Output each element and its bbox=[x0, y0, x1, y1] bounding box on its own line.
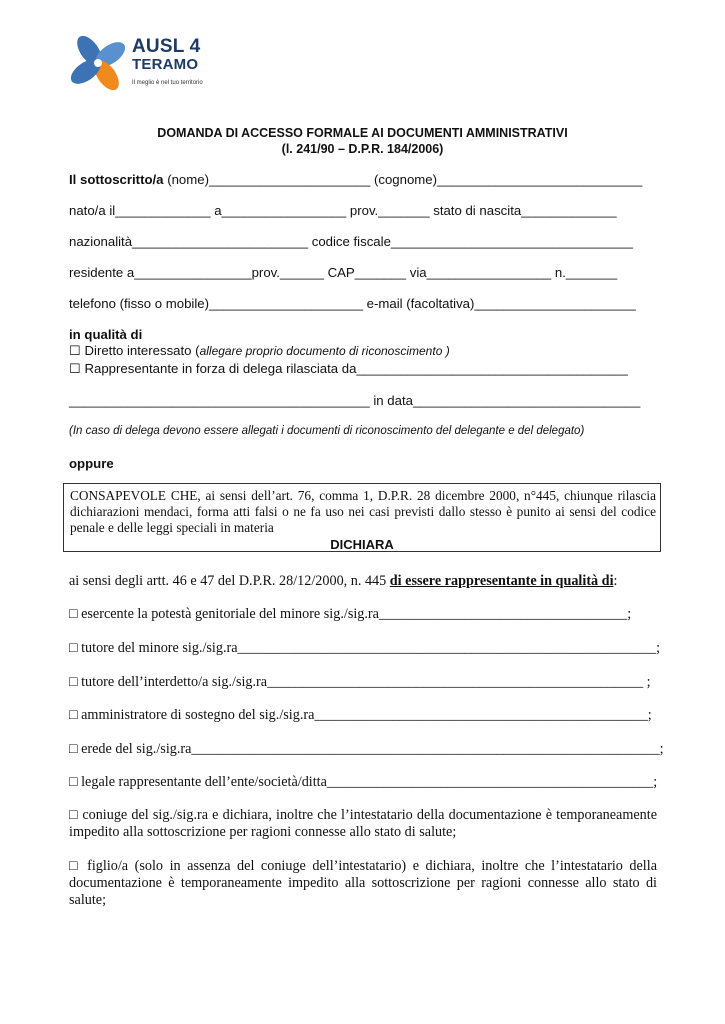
checkbox-option-potesta[interactable]: □ esercente la potestà genitoriale del minore sig./sig.ra___________________________________; bbox=[69, 606, 632, 622]
consapevole-box bbox=[63, 483, 661, 552]
logo-city: TERAMO bbox=[132, 56, 199, 73]
field-residente[interactable]: residente a________________prov.______ CAP_______ via_________________ n._______ bbox=[69, 265, 618, 280]
checkbox-option-coniuge[interactable]: □ coniuge del sig./sig.ra e dichiara, inoltre che l’intestatario della documentazione è temporaneamente impedito alla sottoscrizione per ragioni connesse allo stato di salute; bbox=[69, 807, 657, 840]
ausl-logo bbox=[66, 30, 246, 100]
field-telefono[interactable]: telefono (fisso o mobile)_____________________ e-mail (facoltativa)______________________ bbox=[69, 296, 636, 311]
checkbox-option-tutore-minore[interactable]: □ tutore del minore sig./sig.ra___________________________________________________________; bbox=[69, 640, 661, 656]
field-nato[interactable]: nato/a il_____________ a_________________ prov._______ stato di nascita_____________ bbox=[69, 203, 617, 218]
declaration-intro-end: : bbox=[613, 573, 618, 589]
checkbox-option-tutore-interdetto[interactable]: □ tutore dell’interdetto/a sig./sig.ra_____________________________________________________ ; bbox=[69, 674, 651, 690]
propeller-logo-icon bbox=[66, 30, 130, 96]
oppure-label: oppure bbox=[69, 456, 114, 471]
logo-name: AUSL 4 bbox=[132, 36, 201, 57]
field-nazionalita[interactable]: nazionalità________________________ codice fiscale_________________________________ bbox=[69, 234, 633, 249]
sottoscritto-fields: (nome)______________________ (cognome)____________________________ bbox=[163, 172, 643, 187]
option-diretto-label: ☐ Diretto interessato ( bbox=[69, 343, 200, 358]
qualita-label: in qualità di bbox=[69, 327, 143, 342]
sottoscritto-label: Il sottoscritto/a bbox=[69, 172, 164, 187]
dichiara-heading: DICHIARA bbox=[330, 537, 394, 552]
declaration-intro-text: ai sensi degli artt. 46 e 47 del D.P.R. 28/12/2000, n. 445 bbox=[69, 573, 390, 589]
field-sottoscritto[interactable] bbox=[69, 172, 642, 187]
declaration-intro-underlined: di essere rappresentante in qualità di bbox=[389, 573, 614, 589]
delega-note: (In caso di delega devono essere allegati i documenti di riconoscimento del delegante e del delegato) bbox=[69, 425, 585, 437]
option-diretto-note: allegare proprio documento di riconoscimento ) bbox=[199, 344, 450, 358]
checkbox-option-erede[interactable]: □ erede del sig./sig.ra__________________________________________________________________; bbox=[69, 741, 664, 757]
consapevole-text: CONSAPEVOLE CHE, ai sensi dell’art. 76, comma 1, D.P.R. 28 dicembre 2000, n°445, chiunque rilascia dichiarazioni mendaci, forma atti falsi o ne fa uso nei casi previsti dallo stesso è punito ai sensi del codice penale e delle leggi speciali in materia bbox=[70, 488, 656, 535]
field-delega-data[interactable]: _________________________________________ in data_______________________________ bbox=[69, 393, 641, 408]
logo-tagline: Il meglio è nel tuo territorio bbox=[132, 80, 203, 86]
document-subtitle: (l. 241/90 – D.P.R. 184/2006) bbox=[281, 142, 444, 156]
declaration-intro bbox=[69, 573, 617, 590]
checkbox-option-legale-rappresentante[interactable]: □ legale rappresentante dell’ente/società/ditta______________________________________________; bbox=[69, 774, 658, 790]
option-rappresentante[interactable]: ☐ Rappresentante in forza di delega rilasciata da_____________________________________ bbox=[69, 361, 628, 376]
checkbox-option-figlio[interactable]: □ figlio/a (solo in assenza del coniuge dell’intestatario) e dichiara, inoltre che l’intestatario della documentazione è temporaneamente impedito alla sottoscrizione per ragioni connesse allo stato di salute; bbox=[69, 858, 657, 908]
option-diretto-interessato[interactable] bbox=[69, 343, 450, 359]
document-title: DOMANDA DI ACCESSO FORMALE AI DOCUMENTI AMMINISTRATIVI bbox=[157, 126, 568, 140]
checkbox-option-amministratore[interactable]: □ amministratore di sostegno del sig./sig.ra_______________________________________________; bbox=[69, 707, 652, 723]
